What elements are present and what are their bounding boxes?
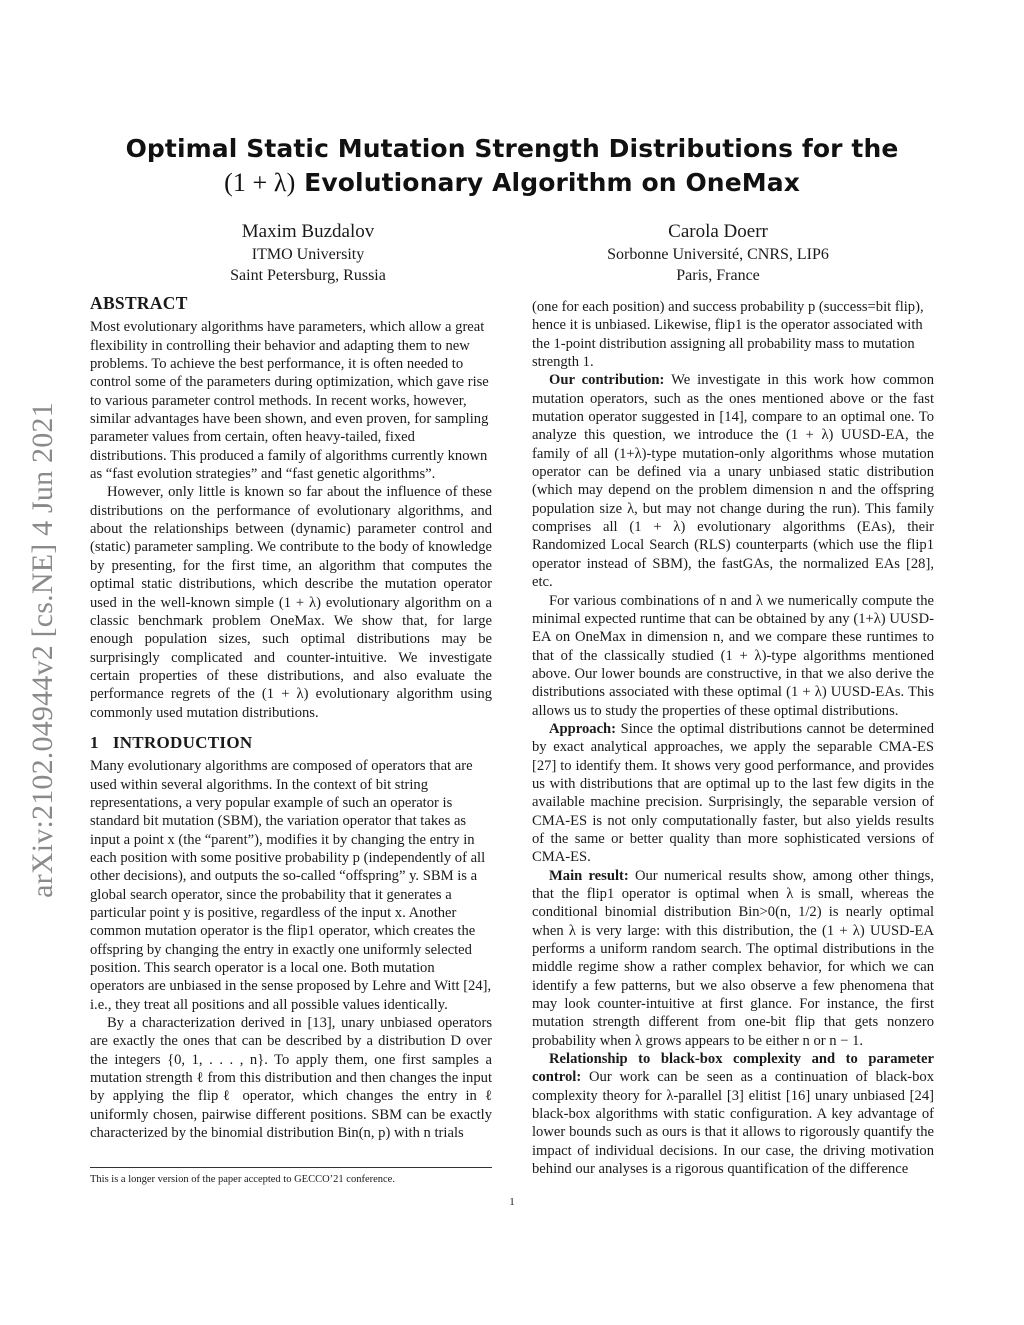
- arxiv-stamp: [18, 365, 68, 935]
- relationship-paragraph: [532, 1050, 934, 1178]
- intro-paragraph-2: By a characterization derived in [13], unary unbiased operators are exactly the ones that can be described by a distribution D over the integers {0, 1, . . . , n}. To apply them, one first samples a mutation strength ℓ from this distribution and then changes the input by applying the flipℓ operator, which changes the entry in ℓ uniformly chosen, pairwise different positions. SBM can be exactly characterized by the binomial distribution Bin(n, p) with n trials: [90, 1015, 492, 1142]
- footnote: This is a longer version of the paper accepted to GECCO’21 conference.: [90, 1174, 395, 1185]
- abstract-paragraph-2: However, only little is known so far about the influence of these distributions on the performance of evolutionary algorithms, and about the relationships between (dynamic) parameter control and (static) parameter sampling. We contribute to the body of knowledge by presenting, for the first time, an algorithm that computes the optimal static distributions, which describe the mutation operator used in the well-known simple (1 + λ) evolutionary algorithm on a classic benchmark problem OneMax. We show that, for large enough population sizes, such optimal distributions may be surprisingly complicated and counter-intuitive. We investigate certain properties of these distributions, and also evaluate the performance regrets of the (1 + λ) evolutionary algorithm using commonly used mutation distributions.: [90, 484, 492, 721]
- section-title: INTRODUCTION: [112, 732, 253, 752]
- abstract-paragraph-1: Most evolutionary algorithms have parameters, which allow a great flexibility in controlling their behavior and adapting them to new problems. To achieve the best performance, it is often needed to control some of the parameters during optimization, which gave rise to various parameter control methods. In recent works, however, similar advantages have been shown, and even proven, for sampling parameter values from certain, often heavy-tailed, fixed distributions. This produced a family of algorithms currently known as “fast evolution strategies” and “fast genetic algorithms”.: [90, 319, 489, 483]
- abstract-heading: ABSTRACT: [90, 293, 188, 313]
- author-block-2: [548, 220, 888, 286]
- main-result-label: Main result:: [549, 867, 629, 884]
- relationship-label: Relationship to black-box complexity and to parameter control:: [532, 1051, 934, 1086]
- main-result-text: Our numerical results show, among other things, that the flip1 operator is optimal when λ is small, whereas the conditional binomial distribution Bin>0(n, 1/2) is nearly optimal when λ is very large: with this distribution, the (1 + λ) UUSD-EA performs a uniform random search. The optimal distributions in the middle regime show a rather complex behavior, for which we can identify a few patterns, but we also observe a few phenomena that may look counter-intuitive at first glance. For instance, the first mutation strength different from one-bit flip that gets nonzero probability when λ grows appears to be either n or n − 1.: [532, 867, 934, 1049]
- section-number: 1: [90, 732, 99, 752]
- paper-title: [90, 132, 934, 200]
- author-location: Saint Petersburg, Russia: [230, 267, 386, 284]
- right-paragraph-continued: (one for each position) and success probability p (success=bit flip), hence it is unbiased. Likewise, flip1 is the operator associated with the 1-point distribution assigning all probability mass to mutation strength 1.: [532, 299, 924, 371]
- intro-paragraph-1: Many evolutionary algorithms are composed of operators that are used within several algorithms. In the context of bit string representations, a very popular example of such an operator is standard bit mutation (SBM), the variation operator that takes as input a point x (the “parent”), modifies it by changing the entry in each position with some positive probability p (independently of all other decisions), and outputs the so-called “offspring” y. SBM is a global search operator, since the probability that it generates a particular point y is positive, regardless of the input x. Another common mutation operator is the flip1 operator, which creates the offspring by changing the entry in exactly one uniformly selected position. This search operator is a local one. Both mutation operators are unbiased in the sense proposed by Lehre and Witt [24], i.e., they treat all positions and all possible values identically.: [90, 758, 492, 1013]
- author-name: Maxim Buzdalov: [241, 221, 375, 242]
- page-number: 1: [509, 1196, 515, 1208]
- combinations-paragraph: For various combinations of n and λ we numerically compute the minimal expected runtime that can be obtained by any (1+λ) UUSD-EA on OneMax in dimension n, and we compare these runtimes to that of the classically studied (1 + λ)-type algorithms mentioned above. Our lower bounds are constructive, in that we also derive the distributions associated with these optimal (1 + λ) UUSD-EAs. This allows us to study the properties of these optimal distributions.: [532, 592, 934, 719]
- relationship-text: Our work can be seen as a continuation of black-box complexity theory for λ-parallel [3] elitist [16] unary unbiased [24] black-box algorithms with static configuration. A key advantage of lower bounds such as ours is that it allows to rigorously quantify the impact of individual decisions. In our case, the driving motivation behind our analyses is a rigorous quantification of the difference: [532, 1069, 934, 1178]
- approach-text: Since the optimal distributions cannot be determined by exact analytical approaches, we apply the separable CMA-ES [27] to identify them. It shows very good performance, and provides us with distributions that are optimal up to the last few digits in the available machine precision. Surprisingly, the separable version of CMA-ES is not only computationally faster, but also yields results of the same or better quality than more sophisticated versions of CMA-ES.: [532, 720, 934, 866]
- contribution-paragraph: [532, 371, 934, 591]
- author-affiliation: Sorbonne Université, CNRS, LIP6: [607, 246, 829, 263]
- left-column: [90, 294, 492, 1142]
- title-math: (1 + λ): [224, 168, 296, 197]
- author-affiliation: ITMO University: [251, 246, 365, 263]
- author-block-1: [138, 220, 478, 286]
- title-line-2: [90, 166, 934, 200]
- approach-paragraph: [532, 720, 934, 867]
- contribution-text: We investigate in this work how common mutation operators, such as the ones mentioned above or the fast mutation operator suggested in [14], compare to an optimal one. To analyze this question, we introduce the (1 + λ) UUSD-EA, the family of all (1+λ)-type mutation-only algorithms whose mutation operator can be defined via a unary unbiased static distribution (which may depend on the problem dimension n and the offspring population size λ, but may not change during the run). This family comprises all (1 + λ) evolutionary algorithms (EAs), their Randomized Local Search (RLS) counterparts (which use the flip1 operator instead of SBM), the fastGAs, the normalized EAs [28], etc.: [532, 372, 934, 591]
- arxiv-stamp-text: arXiv:2102.04944v2 [cs.NE] 4 Jun 2021: [26, 402, 59, 898]
- right-column: [532, 298, 934, 1179]
- contribution-label: Our contribution:: [549, 372, 665, 389]
- footnote-rule: [90, 1167, 492, 1168]
- approach-label: Approach:: [549, 720, 617, 737]
- author-name: Carola Doerr: [668, 221, 768, 242]
- title-line-1: Optimal Static Mutation Strength Distributions for the: [125, 134, 899, 163]
- section-heading-introduction: [90, 734, 492, 752]
- title-line-2-text: Evolutionary Algorithm on OneMax: [304, 168, 800, 197]
- author-location: Paris, France: [676, 267, 760, 284]
- main-result-paragraph: [532, 867, 934, 1050]
